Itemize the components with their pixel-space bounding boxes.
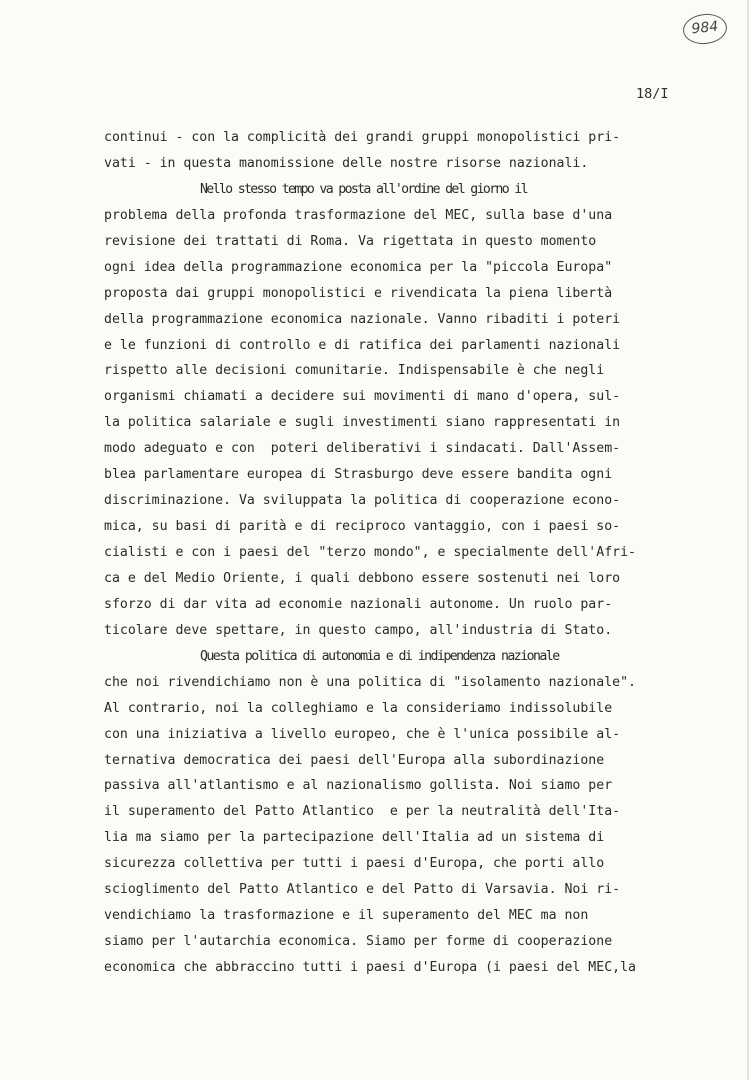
text-line: scioglimento del Patto Atlantico e del Patto di Varsavia. Noi ri-	[104, 882, 621, 898]
text-line: siamo per l'autarchia economica. Siamo per forme di cooperazione	[104, 934, 613, 950]
text-line: vendichiamo la trasformazione e il superamento del MEC ma non	[104, 908, 589, 924]
text-line: il superamento del Patto Atlantico e per la neutralità dell'Ita-	[104, 804, 621, 820]
text-line: Nello stesso tempo va posta all'ordine del giorno il	[200, 181, 527, 197]
text-line: della programmazione economica nazionale. Vanno ribaditi i poteri	[104, 311, 621, 327]
text-line: organismi chiamati a decidere sui movimenti di mano d'opera, sul-	[104, 389, 621, 405]
text-line: cialisti e con i paesi del "terzo mondo", e specialmente dell'Afri-	[104, 545, 636, 560]
text-line: modo adeguato e con poteri deliberativi i sindacati. Dall'Assem-	[104, 441, 621, 457]
archive-stamp: 984	[682, 12, 729, 46]
text-line: sforzo di dar vita ad economie nazionali autonome. Un ruolo par-	[104, 596, 613, 612]
text-line: ternativa democratica dei paesi dell'Europa alla subordinazione	[104, 752, 605, 768]
text-line: la politica salariale e sugli investimenti siano rappresentati in	[104, 415, 621, 431]
text-line: problema della profonda trasformazione del MEC, sulla base d'una	[104, 207, 613, 223]
text-line: rispetto alle decisioni comunitarie. Indispensabile è che negli	[104, 363, 605, 379]
text-line: e le funzioni di controllo e di ratifica dei parlamenti nazionali	[104, 337, 621, 353]
text-line: sicurezza collettiva per tutti i paesi d'Europa, che porti allo	[104, 856, 605, 872]
text-line: Questa politica di autonomia e di indipendenza nazionale	[200, 648, 559, 664]
text-line: Al contrario, noi la colleghiamo e la consideriamo indissolubile	[104, 700, 613, 716]
text-line: con una iniziativa a livello europeo, che è l'unica possibile al-	[104, 726, 621, 742]
text-line: che noi rivendichiamo non è una politica di "isolamento nazionale".	[104, 674, 636, 690]
text-line: mica, su basi di parità e di reciproco vantaggio, con i paesi so-	[104, 519, 621, 535]
text-line: continui - con la complicità dei grandi gruppi monopolistici pri-	[104, 130, 621, 145]
body-text	[104, 125, 724, 981]
text-line: discriminazione. Va sviluppata la politica di cooperazione econo-	[104, 493, 621, 509]
text-line: economica che abbraccino tutti i paesi d'Europa (i paesi del MEC,la	[104, 960, 636, 975]
page-number: 18/I	[636, 86, 669, 102]
text-line: vati - in questa manomissione delle nostre risorse nazionali.	[104, 155, 589, 171]
text-line: ca e del Medio Oriente, i quali debbono essere sostenuti nei loro	[104, 570, 621, 586]
text-line: ticolare deve spettare, in questo campo, all'industria di Stato.	[104, 622, 613, 638]
text-line: passiva all'atlantismo e al nazionalismo gollista. Noi siamo per	[104, 778, 613, 794]
text-line: blea parlamentare europea di Strasburgo deve essere bandita ogni	[104, 467, 613, 483]
text-line: revisione dei trattati di Roma. Va rigettata in questo momento	[104, 233, 597, 249]
text-line: lia ma siamo per la partecipazione dell'Italia ad un sistema di	[104, 830, 605, 846]
text-line: proposta dai gruppi monopolistici e rivendicata la piena libertà	[104, 285, 613, 301]
text-line: ogni idea della programmazione economica per la "piccola Europa"	[104, 259, 613, 275]
